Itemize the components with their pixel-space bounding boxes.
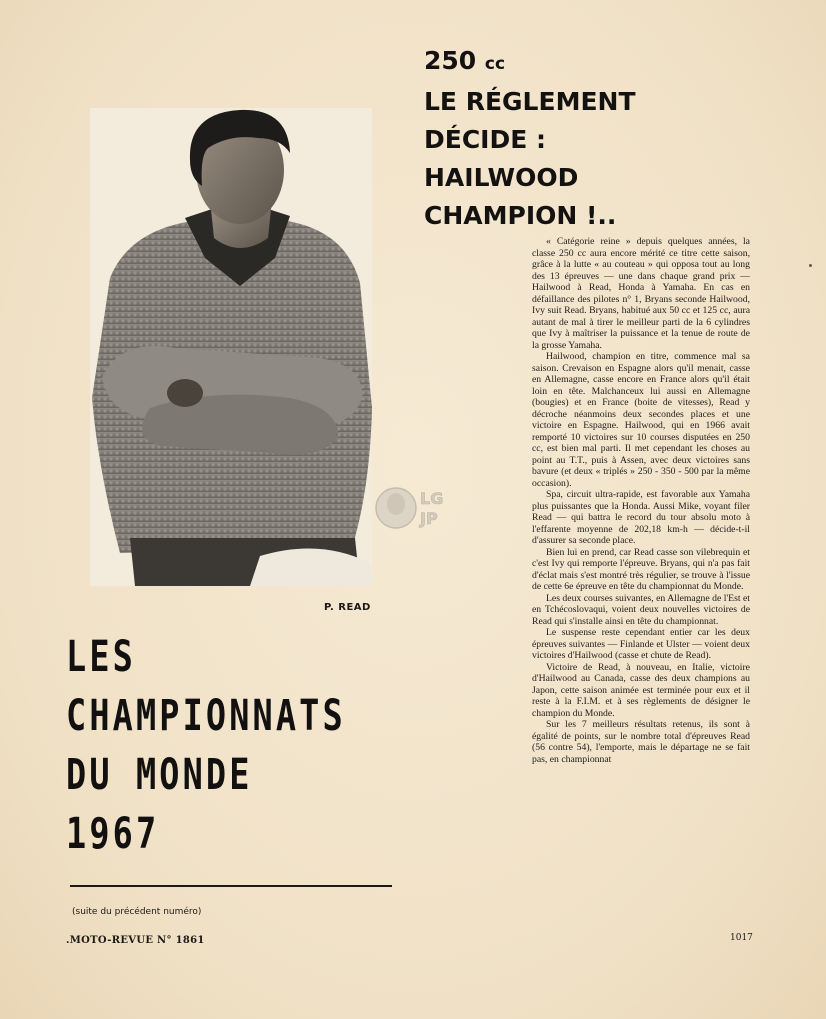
page-mark: [809, 264, 812, 267]
rider-portrait-illustration: [90, 108, 372, 586]
main-title-line-1: LES: [66, 632, 136, 682]
headline-unit: cc: [484, 54, 506, 74]
article-paragraph: Victoire de Read, à nouveau, en Italie, victoire d'Hailwood au Canada, casse des deux champions au Japon, cette saison animée est terminée pour eux et il reste à la F.I.M. et à ses règlements de désigner le champion du Monde.: [532, 661, 750, 719]
headline-number: 250: [424, 46, 477, 75]
footer-dot: .: [66, 935, 70, 946]
headline-line-2: LE RÉGLEMENT: [424, 87, 636, 116]
main-title-line-3: DU MONDE: [66, 750, 253, 800]
article-paragraph: Le suspense reste cependant entier car les deux épreuves suivantes — Finlande et Ulster — voient deux victoires d'Hailwood (casse et chute de Read).: [532, 627, 750, 661]
article-paragraph: Hailwood, champion en titre, commence mal sa saison. Crevaison en Espagne alors qu'il menait, casse en Allemagne, casse encore en France alors qu'il était loin en tête. Malchanceux lui aussi en Allemagne (bougies) et en France (boite de vitesses), Read y décroche néanmoins deux secondes places et une victoire en Espagne. Hailwood, qui en 1966 avait remporté 10 victoires sur 10 courses disputées en 250 cc, est bien mal parti. Il met cependant les choses au point au T.T., puis à Assen, avec deux victoires sans bavure (et deux « triplés » 250 - 350 - 500 par la même occasion).: [532, 351, 750, 489]
article-body: [532, 236, 750, 765]
headline-line-5: CHAMPION !..: [424, 201, 617, 230]
headline: [424, 42, 804, 235]
title-divider: [70, 885, 392, 887]
main-title-line-4: 1967: [66, 809, 160, 859]
photo-caption: P. READ: [324, 602, 371, 613]
article-paragraph: Bien lui en prend, car Read casse son vilebrequin et c'est Ivy qui remporte l'épreuve. Bryans, qui n'a pas fait d'éclat mais s'est montré très régulier, se trouve à l'issue de cette 6e épreuve en tête du championnat du Monde.: [532, 546, 750, 592]
footer-magazine: [66, 935, 205, 946]
footer-magazine-text: MOTO-REVUE N° 1861: [69, 935, 205, 946]
article-paragraph: Sur les 7 meilleurs résultats retenus, ils sont à égalité de points, sur le nombre total d'épreuves Read (56 contre 54), l'emporte, mais le départage ne se fait pas, en championnat: [532, 719, 750, 765]
main-title-line-2: CHAMPIONNATS: [66, 691, 346, 741]
continuation-note: (suite du précédent numéro): [72, 907, 202, 917]
watermark-text-2: JP: [420, 509, 438, 528]
headline-line-1: [424, 42, 804, 83]
headline-line-3: DÉCIDE :: [424, 125, 547, 154]
headline-line-4: HAILWOOD: [424, 163, 579, 192]
article-paragraph: « Catégorie reine » depuis quelques années, la classe 250 cc aura encore mérité ce titre cette saison, grâce à la lutte « au couteau » qui opposa tout au long des 13 épreuves — une dans chaque grand prix — Hailwood à Read, Honda à Yamaha. En cas en défaillance des pilotes n° 1, Bryans seconde Hailwood, Ivy suit Read. Bryans, habitué aux 50 cc et 125 cc, aura autant de mal à tirer le meilleur parti de la 6 cylindres que Ivy à maîtriser la puissance et la tenue de route de la grosse Yamaha.: [532, 236, 750, 351]
lgjp-watermark: [374, 482, 454, 534]
article-paragraph: Spa, circuit ultra-rapide, est favorable aux Yamaha plus puissantes que la Honda. Aussi Mike, voyant filer Read — qui battra le record du tour absolu moto à l'effarente moyenne de 202,18 km-h — décide-t-il d'assurer sa seconde place.: [532, 489, 750, 546]
article-paragraph: Les deux courses suivantes, en Allemagne de l'Est et en Tchécoslovaqui, voient deux nouvelles victoires de Read qui s'installe ainsi en tête du championnat.: [532, 592, 750, 627]
watermark-text-1: LG: [420, 489, 444, 508]
rider-photo: [90, 108, 372, 586]
main-title: [66, 628, 346, 864]
footer-page-number: 1017: [730, 933, 753, 943]
